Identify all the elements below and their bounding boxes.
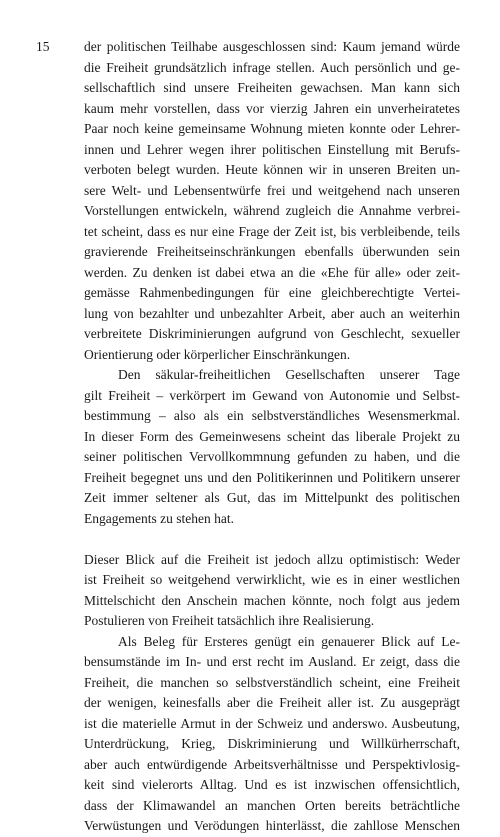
text-line: Als Beleg für Ersteres genügt ein genauerer Blick auf Le-	[118, 633, 460, 649]
text-line: werden. Zu denken ist dabei etwa an die «Ehe für alle» oder zeit-	[84, 264, 460, 280]
text-line: Unterdrückung, Krieg, Diskriminierung und Willkürherrschaft,	[84, 736, 460, 751]
text-line: keit sind vielerorts Alltag. Und es ist inzwischen offensichtlich,	[84, 777, 460, 792]
text-line: verbreitete Diskriminierungen aufgrund von Geschlecht, sexueller	[84, 326, 460, 341]
line-number: 15	[36, 39, 50, 54]
text-line: der wenigen, keinesfalls aber die Freiheit aller ist. Zu ausgeprägt	[84, 695, 460, 710]
text-line: Dieser Blick auf die Freiheit ist jedoch allzu optimistisch: Weder	[84, 551, 460, 567]
text-line: Freiheit begegnet uns und den Politikerinnen und Politikern unserer	[84, 469, 460, 485]
text-line: bensumstände im In- und erst recht im Ausland. Er zeigt, dass die	[84, 654, 460, 669]
text-line: aber auch entwürdigende Arbeitsverhältnisse und Perspektivlosig-	[84, 756, 460, 772]
text-line: verboten belegt wurden. Heute können wir in unseren Breiten un-	[84, 162, 460, 177]
text-line: Zeit immer seltener als Gut, das im Mittelpunkt des politischen	[84, 490, 460, 505]
text-line: gravierende Freiheitseinschränkungen ebenfalls überwunden sein	[84, 244, 460, 259]
text-line: Postulieren von Freiheit tatsächlich ihre Realisierung.	[84, 613, 375, 628]
paragraph	[84, 365, 460, 529]
paragraph	[84, 37, 460, 365]
text-line: seiner politischen Vervollkommnung gefunden zu haben, und die	[84, 449, 460, 464]
text-line: innen und Lehrer wegen ihrer politischen Einstellung mit Berufs-	[84, 141, 460, 157]
text-line: ist Freiheit so weitgehend verwirklicht, wie es in einer westlichen	[84, 572, 460, 587]
text-line: Vorstellungen entwickeln, während zugleich die Annahme verbrei-	[84, 203, 460, 218]
text-line: sellschaftlich sind unsere Freiheiten gewachsen. Man kann sich	[84, 80, 460, 95]
text-line: dass der Klimawandel an manchen Orten bereits beträchtliche	[84, 797, 460, 813]
text-line: Freiheit, die manchen so selbstverständlich scheint, eine Freiheit	[84, 674, 460, 690]
paragraph	[84, 632, 460, 837]
text-line: der politischen Teilhabe ausgeschlossen sind: Kaum jemand würde	[84, 39, 460, 54]
text-line: Engagements zu stehen hat.	[84, 510, 234, 526]
text-line: In dieser Form des Gemeinwesens scheint das liberale Projekt zu	[84, 428, 460, 444]
text-line: Paar noch keine gemeinsame Wohnung mieten konnte oder Lehrer-	[84, 121, 460, 136]
text-line: bestimmung – also als ein selbstverständliches Wesensmerkmal.	[84, 408, 460, 423]
paragraph	[84, 550, 460, 632]
text-line: ist die materielle Armut in der Schweiz und anderswo. Ausbeutung,	[84, 715, 460, 731]
text-line: kaum mehr vorstellen, dass vor vierzig Jahren ein unverheiratetes	[84, 100, 460, 116]
text-line: Orientierung oder körperlicher Einschränkungen.	[84, 346, 351, 362]
text-line: Mittelschicht den Anschein machen könnte, noch folgt aus jedem	[84, 592, 460, 608]
text-line: lung von bezahlter und unbezahlter Arbeit, aber auch an weiterhin	[84, 305, 460, 321]
text-line: Verwüstungen und Verödungen hinterlässt, die zahllose Menschen	[84, 818, 460, 833]
text-line: die Freiheit grundsätzlich infrage stellen. Auch persönlich und ge-	[84, 59, 460, 75]
text-line: gilt Freiheit – verkörpert im Gewand von Autonomie und Selbst-	[84, 387, 460, 403]
paragraph-gap	[84, 529, 460, 550]
text-line: tet scheint, dass es nur eine Frage der Zeit ist, bis verbleibende, teils	[84, 223, 460, 239]
text-line: Den säkular-freiheitlichen Gesellschaften unserer Tage	[118, 367, 460, 382]
text-line: sere Welt- und Lebensentwürfe frei und weitgehend nach unseren	[84, 182, 460, 198]
text-line: gemässe Rahmenbedingungen für eine gleichberechtigte Vertei-	[84, 285, 460, 300]
